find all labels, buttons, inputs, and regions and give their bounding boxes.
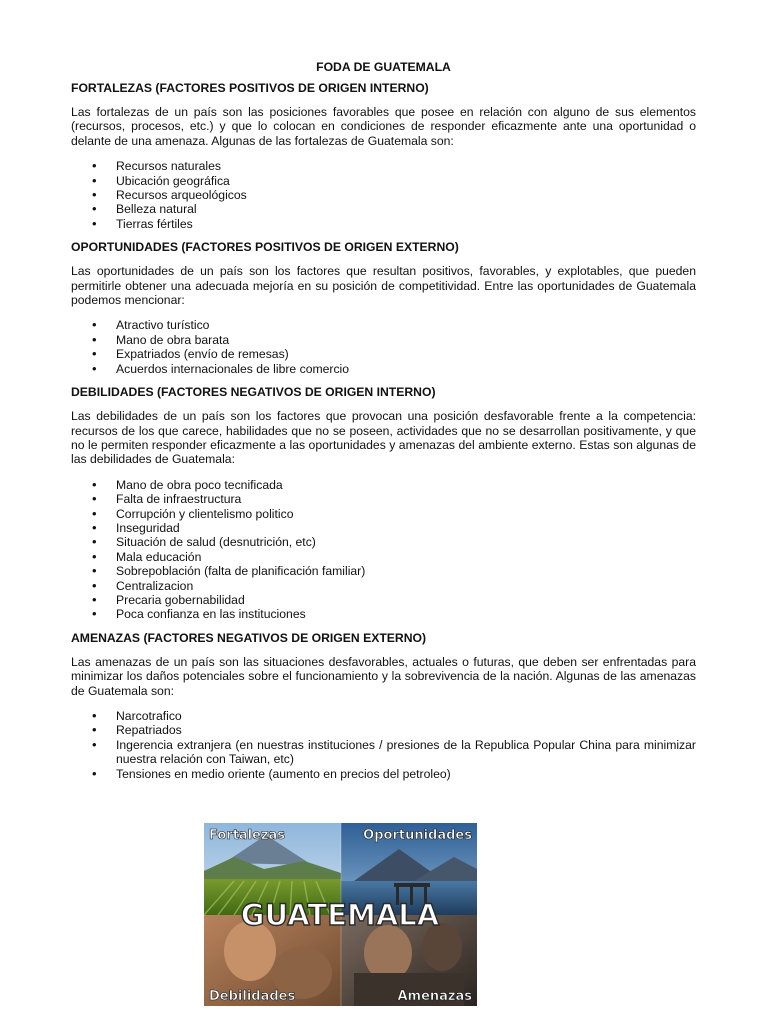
section-heading: OPORTUNIDADES (FACTORES POSITIVOS DE ORIGEN EXTERNO) bbox=[71, 240, 459, 255]
list-item: • Recursos arqueológicos bbox=[71, 188, 696, 202]
list-item: • Repatriados bbox=[71, 723, 696, 737]
section-heading: AMENAZAS (FACTORES NEGATIVOS DE ORIGEN EXTERNO) bbox=[71, 630, 427, 645]
list-item: • Corrupción y clientelismo politico bbox=[71, 507, 696, 521]
document-page bbox=[71, 60, 696, 790]
list-item: • Poca confianza en las instituciones bbox=[71, 607, 696, 621]
section-paragraph: Las amenazas de un país son las situaciones desfavorables, actuales o futuras, que deben ser enfrentadas para minimizar los daños potenciales sobre el funcionamiento y la sobrevivencia de la nación. Algunas de las amenazas de Guatemala son: bbox=[71, 654, 696, 698]
section-debilidades bbox=[71, 385, 696, 622]
list-item: • Recursos naturales bbox=[71, 159, 696, 173]
section-paragraph: Las debilidades de un país son los factores que provocan una posición desfavorable frente a la competencia: recursos de los que carece, habilidades que no se poseen, actividades que no se desarrollan positivamente, y que no le permiten responder eficazmente a las oportunidades y amenazas del ambiente externo. Estas son algunas de las debilidades de Guatemala: bbox=[71, 409, 696, 467]
list-item: • Mano de obra poco tecnificada bbox=[71, 478, 696, 492]
list-item: • Atractivo turístico bbox=[71, 318, 696, 332]
list-item: • Sobrepoblación (falta de planificación familiar) bbox=[71, 564, 696, 578]
list-item: • Narcotrafico bbox=[71, 709, 696, 723]
list-item: • Tensiones en medio oriente (aumento en precios del petroleo) bbox=[71, 767, 696, 781]
label-amenazas: Amenazas bbox=[397, 989, 472, 1004]
list-item: • Expatriados (envío de remesas) bbox=[71, 347, 696, 361]
foda-collage-image bbox=[204, 823, 477, 1006]
list-item: • Inseguridad bbox=[71, 521, 696, 535]
list-item: • Mala educación bbox=[71, 550, 696, 564]
section-paragraph: Las fortalezas de un país son las posiciones favorables que posee en relación con alguno de sus elementos (recursos, procesos, etc.) y que lo colocan en condiciones de responder eficazmente ante una oportunidad o delante de una amenaza. Algunas de las fortalezas de Guatemala son: bbox=[71, 105, 696, 148]
section-oportunidades bbox=[71, 240, 696, 376]
label-fortalezas: Fortalezas bbox=[209, 828, 286, 843]
list-item: • Mano de obra barata bbox=[71, 333, 696, 347]
bullet-list bbox=[71, 478, 696, 622]
list-item: • Acuerdos internacionales de libre comercio bbox=[71, 362, 696, 376]
section-paragraph: Las oportunidades de un país son los factores que resultan positivos, favorables, y explotables, que pueden permitirle obtener una adecuada mejoría en su posición de competitividad. Entre las oportunidades de Guatemala podemos mencionar: bbox=[71, 264, 696, 308]
list-item: • Tierras fértiles bbox=[71, 217, 696, 231]
list-item: • Centralizacion bbox=[71, 579, 696, 593]
list-item: • Precaria gobernabilidad bbox=[71, 593, 696, 607]
list-item: • Ubicación geográfica bbox=[71, 174, 696, 188]
section-heading: FORTALEZAS (FACTORES POSITIVOS DE ORIGEN INTERNO) bbox=[71, 81, 429, 95]
list-item: • Falta de infraestructura bbox=[71, 492, 696, 506]
bullet-list bbox=[71, 709, 696, 781]
section-amenazas bbox=[71, 631, 696, 781]
label-oportunidades: Oportunidades bbox=[363, 828, 472, 843]
list-item: • Situación de salud (desnutrición, etc) bbox=[71, 535, 696, 549]
label-guatemala: GUATEMALA bbox=[240, 898, 440, 932]
label-debilidades: Debilidades bbox=[209, 989, 296, 1004]
bullet-list bbox=[71, 318, 696, 376]
list-item: • Belleza natural bbox=[71, 202, 696, 216]
section-fortalezas bbox=[71, 81, 696, 231]
bullet-list bbox=[71, 159, 696, 231]
document-title: FODA DE GUATEMALA bbox=[316, 60, 451, 74]
section-heading: DEBILIDADES (FACTORES NEGATIVOS DE ORIGEN INTERNO) bbox=[71, 385, 436, 400]
list-item: • Ingerencia extranjera (en nuestras instituciones / presiones de la Republica Popular China para minimizar nuestra relación con Taiwan, etc) bbox=[71, 738, 696, 767]
